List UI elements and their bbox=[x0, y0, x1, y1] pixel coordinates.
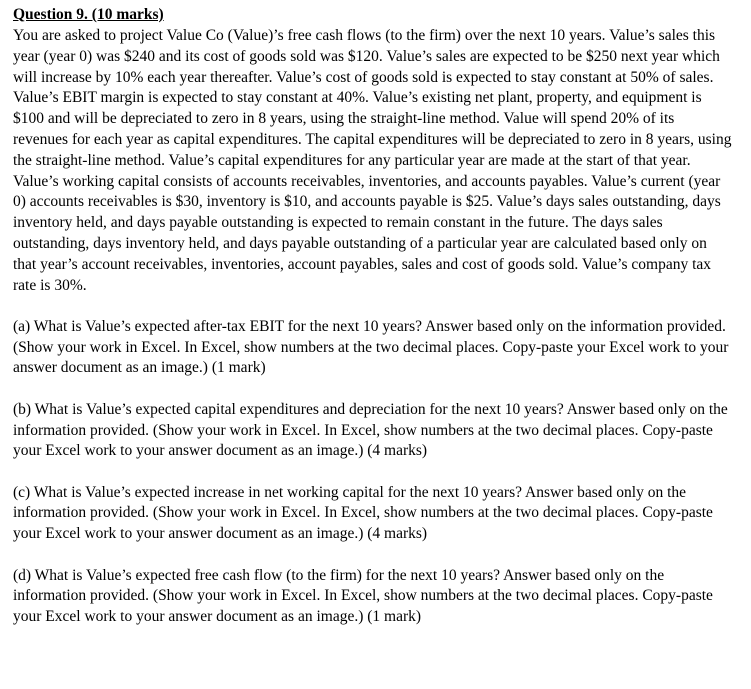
question-intro-paragraph: You are asked to project Value Co (Value)’s free cash flows (to the firm) over the next 10 years. Value’s sales this year (year 0) was $240 and its cost of goods sold was $120. Value’s sales are expected to be $250 next year which will increase by 10% each year thereafter. Value’s cost of goods sold is expected to stay constant at 50% of sales. Value’s EBIT margin is expected to stay constant at 40%. Value’s existing net plant, property, and equipment is $100 and will be depreciated to zero in 8 years, using the straight-line method. Value will spend 20% of its revenues for each year as capital expenditures. The capital expenditures will be depreciated to zero in 8 years, using the straight-line method. Value’s capital expenditures for any particular year are made at the start of that year. Value’s working capital consists of accounts receivables, inventories, and accounts payables. Value’s current (year 0) accounts receivables is $30, inventory is $10, and accounts payable is $25. Value’s days sales outstanding, days inventory held, and days payable outstanding is expected to remain constant in the future. The days sales outstanding, days inventory held, and days payable outstanding of a particular year are calculated based only on that year’s account receivables, inventories, account payables, sales and cost of goods sold. Value’s company tax rate is 30%. bbox=[13, 27, 732, 294]
question-title: Question 9. (10 marks) bbox=[13, 6, 164, 23]
question-part-d: (d) What is Value’s expected free cash flow (to the firm) for the next 10 years? Answer based only on the information provided. (Show your work in Excel. In Excel, show numbers at the two decimal places. Copy-paste your Excel work to your answer document as an image.) (1 mark) bbox=[13, 566, 713, 626]
question-part-c: (c) What is Value’s expected increase in net working capital for the next 10 years? Answer based only on the information provided. (Show your work in Excel. In Excel, show numbers at the two decimal places. Copy-paste your Excel work to your answer document as an image.) (4 marks) bbox=[13, 483, 713, 543]
question-part-b: (b) What is Value’s expected capital expenditures and depreciation for the next 10 years? Answer based only on the information provided. (Show your work in Excel. In Excel, show numbers at the two decimal places. Copy-paste your Excel work to your answer document as an image.) (4 marks) bbox=[13, 400, 728, 460]
question-part-a: (a) What is Value’s expected after-tax EBIT for the next 10 years? Answer based only on the information provided. (Show your work in Excel. In Excel, show numbers at the two decimal places. Copy-paste your Excel work to your answer document as an image.) (1 mark) bbox=[13, 317, 729, 377]
